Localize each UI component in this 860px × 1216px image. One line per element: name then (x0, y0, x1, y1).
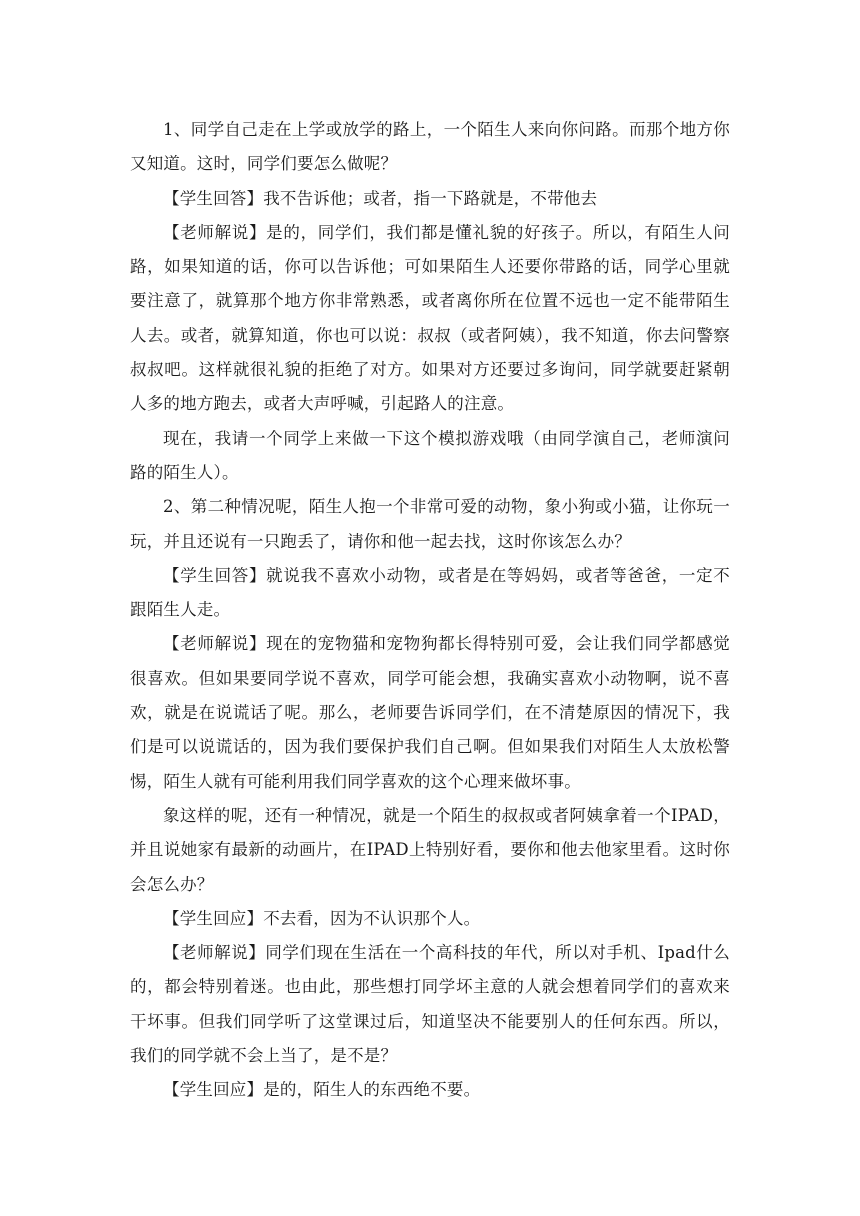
paragraph-student-answer-1: 【学生回答】我不告诉他；或者，指一下路就是，不带他去 (163, 188, 598, 208)
paragraph-question-2: 2、第二种情况呢，陌生人抱一个非常可爱的动物，象小狗或小猫，让你玩一玩，并且还说有一只跑丢了，请你和他一起去找，这时你该怎么办？ (130, 497, 730, 551)
paragraph-teacher-explanation-2: 【老师解说】现在的宠物猫和宠物狗都长得特别可爱，会让我们同学都感觉很喜欢。但如果要同学说不喜欢，同学可能会想，我确实喜欢小动物啊，说不喜欢，就是在说谎话了呢。那么，老师要告诉同学们，在不清楚原因的情况下，我们是可以说谎话的，因为我们要保护我们自己啊。但如果我们对陌生人太放松警惕，陌生人就有可能利用我们同学喜欢的这个心理来做坏事。 (130, 634, 730, 791)
paragraph-question-1: 1、同学自己走在上学或放学的路上，一个陌生人来向你问路。而那个地方你又知道。这时，同学们要怎么做呢？ (130, 120, 730, 174)
paragraph-role-play: 现在，我请一个同学上来做一下这个模拟游戏哦（由同学演自己，老师演问路的陌生人）。 (130, 428, 730, 482)
paragraph-student-response-1: 【学生回应】不去看，因为不认识那个人。 (163, 908, 481, 928)
paragraph-student-response-2: 【学生回应】是的，陌生人的东西绝不要。 (163, 1080, 481, 1100)
paragraph-teacher-explanation-1: 【老师解说】是的，同学们，我们都是懂礼貌的好孩子。所以，有陌生人问路，如果知道的话，你可以告诉他；可如果陌生人还要你带路的话，同学心里就要注意了，就算那个地方你非常熟悉，或者离你所在位置不远也一定不能带陌生人去。或者，就算知道，你也可以说：叔叔（或者阿姨），我不知道，你去问警察叔叔吧。这样就很礼貌的拒绝了对方。如果对方还要过多询问，同学就要赶紧朝人多的地方跑去，或者大声呼喊，引起路人的注意。 (130, 222, 730, 414)
document-body (130, 113, 730, 1108)
paragraph-student-answer-2: 【学生回答】就说我不喜欢小动物，或者是在等妈妈，或者等爸爸，一定不跟陌生人走。 (130, 565, 730, 620)
paragraph-ipad-scenario: 象这样的呢，还有一种情况，就是一个陌生的叔叔或者阿姨拿着一个IPAD，并且说她家有最新的动画片，在IPAD上特别好看，要你和他去他家里看。这时你会怎么办？ (130, 805, 730, 894)
paragraph-teacher-explanation-3: 【老师解说】同学们现在生活在一个高科技的年代，所以对手机、Ipad什么的，都会特别着迷。也由此，那些想打同学坏主意的人就会想着同学们的喜欢来干坏事。但我们同学听了这堂课过后，知道坚决不能要别人的任何东西。所以，我们的同学就不会上当了，是不是？ (130, 943, 730, 1066)
